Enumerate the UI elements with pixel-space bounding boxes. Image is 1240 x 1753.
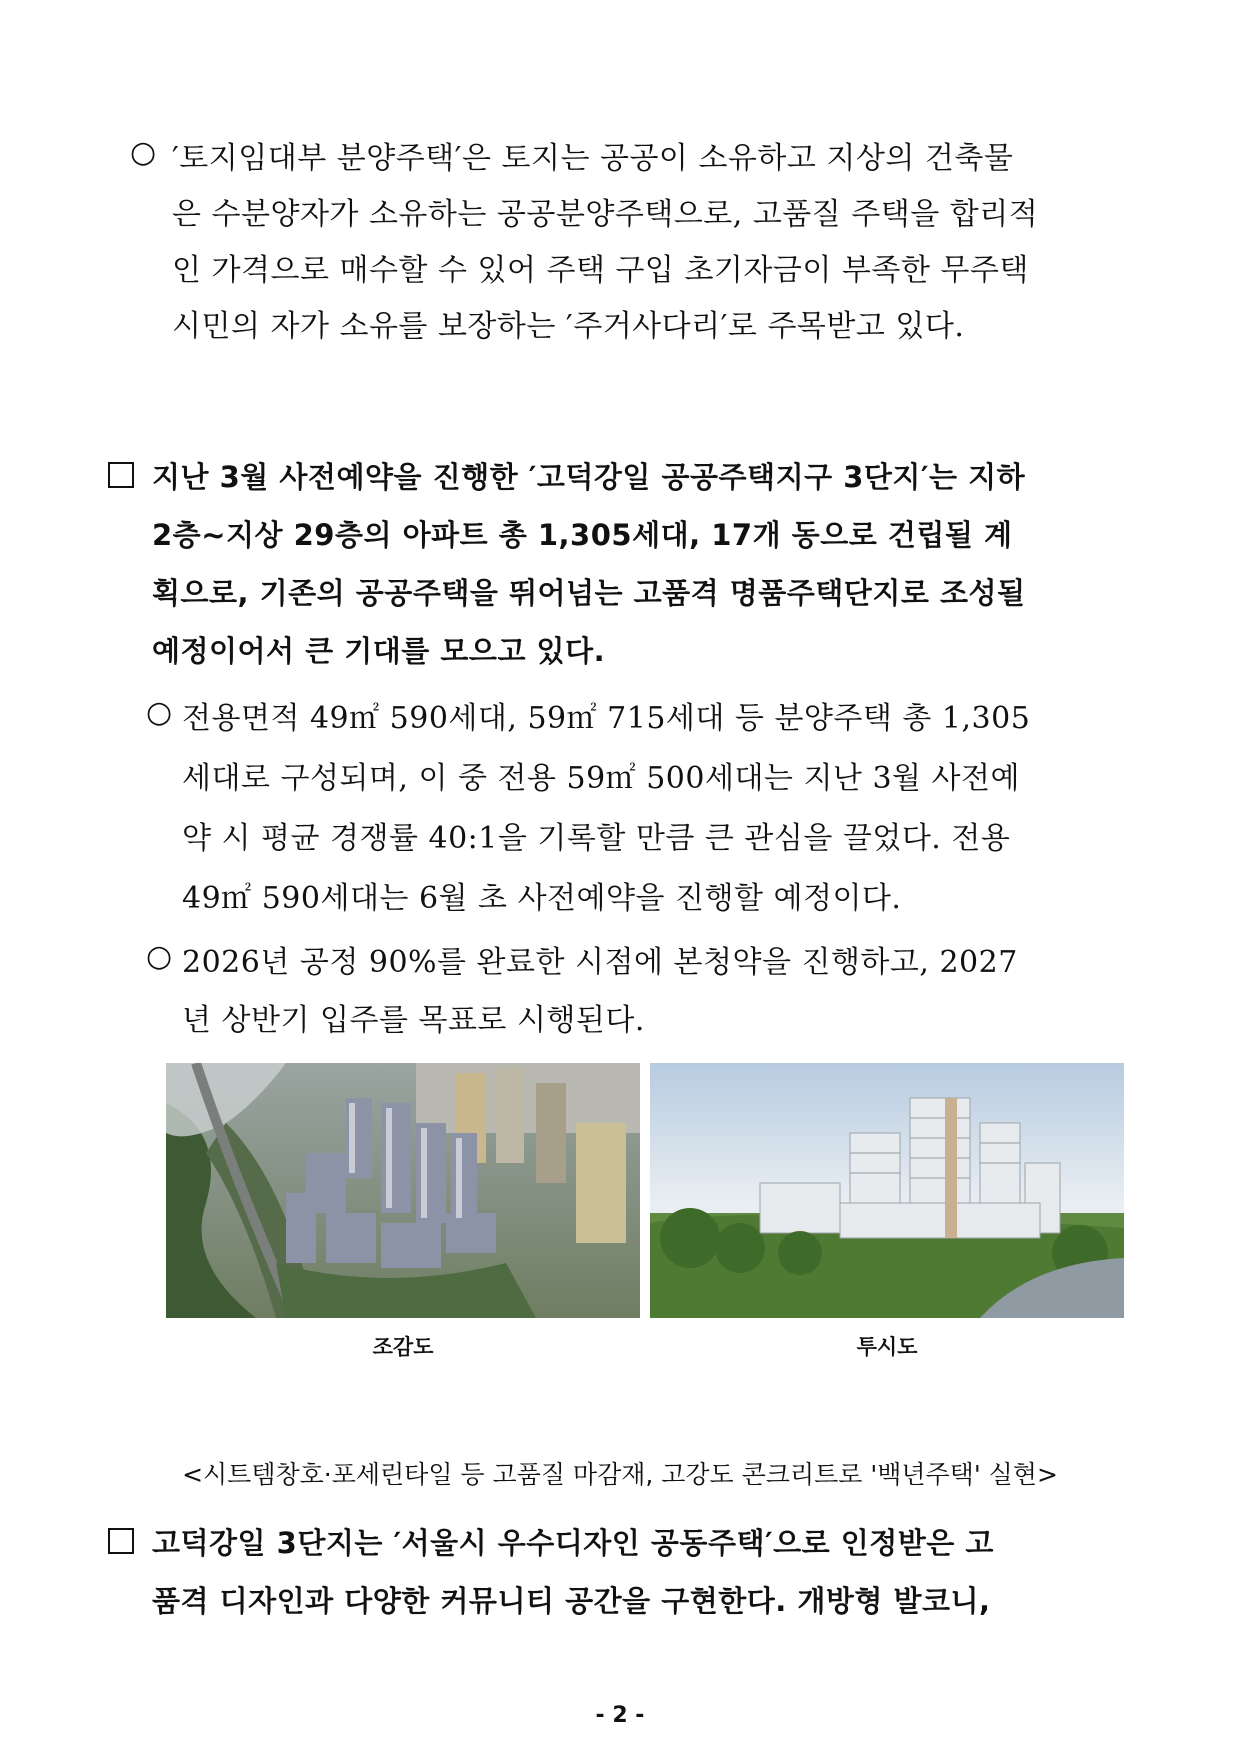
text-line: 년 상반기 입주를 목표로 시행된다. <box>182 1003 645 1038</box>
perspective-view-caption: 투시도 <box>856 1335 918 1359</box>
text-line: 지난 3월 사전예약을 진행한 ′고덕강일 공공주택지구 3단지′는 지하 <box>152 460 1026 494</box>
page-number: - 2 - <box>595 1703 645 1728</box>
circle-bullet-icon: ○ <box>146 695 173 730</box>
text-line: 약 시 평균 경쟁률 40:1을 기록할 만큼 큰 관심을 끌었다. 전용 <box>182 821 1011 856</box>
text-line: 전용면적 49㎡ 590세대, 59㎡ 715세대 등 분양주택 총 1,305 <box>182 701 1031 736</box>
aerial-view-caption: 조감도 <box>372 1335 434 1359</box>
square-bullet-icon <box>108 462 134 488</box>
text-line: 획으로, 기존의 공공주택을 뛰어넘는 고품격 명품주택단지로 조성될 <box>152 576 1026 610</box>
text-line: 시민의 자가 소유를 보장하는 ′주거사다리′로 주목받고 있다. <box>172 309 965 344</box>
perspective-view-illustration <box>650 1063 1124 1318</box>
text-line: 은 수분양자가 소유하는 공공분양주택으로, 고품질 주택을 합리적 <box>172 197 1039 232</box>
section-subheading: <시트템창호·포세린타일 등 고품질 마감재, 고강도 콘크리트로 '백년주택' 실현> <box>182 1460 1058 1489</box>
aerial-view-illustration <box>166 1063 640 1318</box>
text-line: 49㎡ 590세대는 6월 초 사전예약을 진행할 예정이다. <box>182 881 902 916</box>
text-line: ′토지임대부 분양주택′은 토지는 공공이 소유하고 지상의 건축물 <box>172 141 1014 176</box>
aerial-view-image <box>166 1063 640 1318</box>
circle-bullet-icon: ○ <box>130 135 157 170</box>
text-line: 고덕강일 3단지는 ′서울시 우수디자인 공동주택′으로 인정받은 고 <box>152 1526 994 1560</box>
square-bullet-icon <box>108 1528 134 1554</box>
text-line: 품격 디자인과 다양한 커뮤니티 공간을 구현한다. 개방형 발코니, <box>152 1584 991 1618</box>
circle-bullet-icon: ○ <box>146 939 173 974</box>
perspective-view-image <box>650 1063 1124 1318</box>
text-line: 2026년 공정 90%를 완료한 시점에 본청약을 진행하고, 2027 <box>182 945 1018 980</box>
text-line: 세대로 구성되며, 이 중 전용 59㎡ 500세대는 지난 3월 사전예 <box>182 761 1020 796</box>
text-line: 예정이어서 큰 기대를 모으고 있다. <box>152 634 606 668</box>
text-line: 2층~지상 29층의 아파트 총 1,305세대, 17개 동으로 건립될 계 <box>152 518 1013 552</box>
text-line: 인 가격으로 매수할 수 있어 주택 구입 초기자금이 부족한 무주택 <box>172 253 1029 288</box>
